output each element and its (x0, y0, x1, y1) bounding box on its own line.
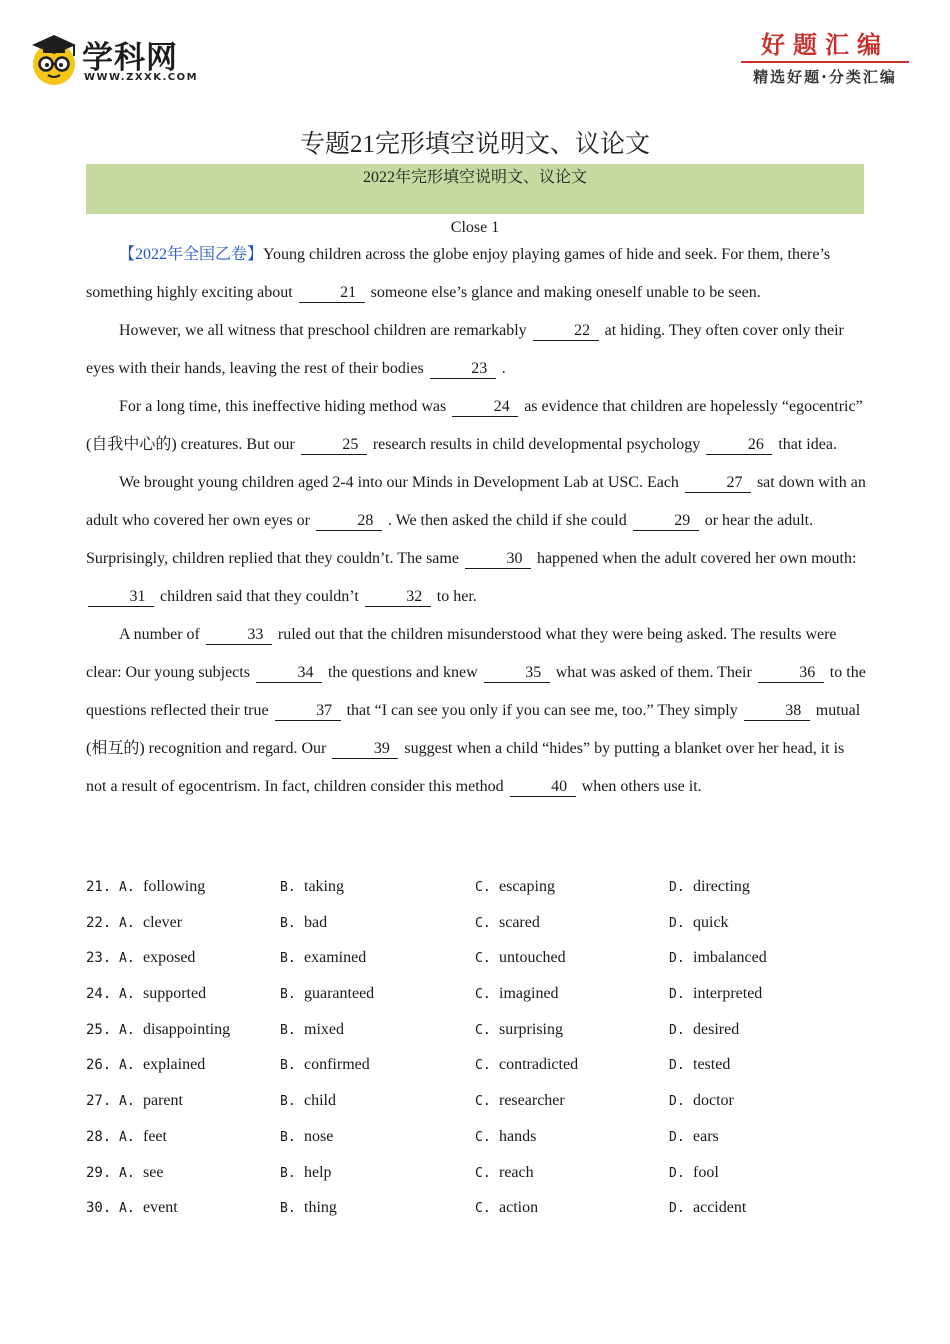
option-a (119, 1021, 230, 1039)
option-d (669, 878, 750, 896)
text-segment: to the questions reflected their true (86, 664, 866, 719)
option-d (669, 1128, 719, 1146)
text-segment: mutual (相互的) recognition and regard. Our (86, 702, 861, 757)
section-banner: 2022年完形填空说明文、议论文 (86, 164, 864, 214)
option-d (669, 1199, 746, 1217)
paragraph-1 (86, 236, 868, 312)
blank-33: 33 (206, 626, 272, 645)
question-row (86, 1124, 876, 1160)
option-letter: D. (669, 1094, 685, 1110)
text-segment: when others use it. (577, 778, 702, 795)
blank-37: 37 (275, 702, 341, 721)
option-text: supported (143, 985, 207, 1003)
question-number: 22. (86, 914, 112, 931)
option-b (280, 1164, 332, 1182)
option-a (119, 1092, 183, 1110)
option-c (475, 1056, 578, 1074)
option-text: imbalanced (693, 949, 767, 967)
option-text: guaranteed (304, 985, 375, 1003)
option-a (119, 914, 182, 932)
option-letter: B. (280, 1129, 296, 1145)
option-c (475, 1021, 563, 1039)
option-text: explained (143, 1056, 206, 1074)
blank-21: 21 (299, 284, 365, 303)
blank-36: 36 (758, 664, 824, 683)
option-c (475, 949, 566, 967)
option-b (280, 985, 374, 1003)
question-row (86, 874, 876, 910)
option-letter: D. (669, 1201, 685, 1217)
option-b (280, 1092, 336, 1110)
option-letter: D. (669, 1022, 685, 1038)
option-a (119, 1056, 205, 1074)
option-b (280, 1056, 370, 1074)
option-letter: A. (119, 1201, 135, 1217)
text-segment: what was asked of them. Their (551, 664, 756, 681)
text-segment: to her. (432, 588, 477, 605)
source-tag: 【2022年全国乙卷】 (119, 246, 264, 263)
option-letter: B. (280, 1022, 296, 1038)
blank-34: 34 (256, 664, 322, 683)
question-number: 29. (86, 1164, 112, 1181)
answer-options (86, 874, 876, 1231)
question-row (86, 945, 876, 981)
blank-25: 25 (301, 436, 367, 455)
option-text: disappointing (143, 1020, 231, 1038)
option-c (475, 878, 555, 896)
text-segment: . We then asked the child if she could (383, 512, 631, 529)
question-number: 28. (86, 1128, 112, 1145)
option-a (119, 985, 206, 1003)
option-text: thing (304, 1199, 337, 1217)
option-d (669, 914, 729, 932)
option-text: fool (693, 1163, 719, 1181)
page-title: 专题21完形填空说明文、议论文 (299, 131, 650, 158)
option-letter: D. (669, 951, 685, 967)
question-row (86, 1160, 876, 1196)
text-segment: A number of (119, 626, 204, 643)
option-text: parent (143, 1092, 183, 1110)
text-segment: For a long time, this ineffective hiding method was (119, 398, 451, 415)
brand-subtitle: 精选好题·分类汇编 (753, 68, 897, 86)
blank-39: 39 (332, 740, 398, 759)
text-segment: that idea. (774, 436, 837, 453)
option-a (119, 878, 205, 896)
blank-29: 29 (633, 512, 699, 531)
text-segment: happened when the adult covered her own mouth: (532, 550, 857, 567)
option-letter: A. (119, 1165, 135, 1181)
option-text: accident (693, 1199, 747, 1217)
option-b (280, 1199, 337, 1217)
option-c (475, 1164, 534, 1182)
blank-22: 22 (533, 322, 599, 341)
brand-badge (735, 30, 915, 92)
option-text: nose (304, 1127, 334, 1145)
option-a (119, 1199, 178, 1217)
option-c (475, 1128, 536, 1146)
text-segment: or hear the adult. Surprisingly, children replied that they couldn’t. The same (86, 512, 814, 567)
option-b (280, 1128, 333, 1146)
option-letter: B. (280, 1094, 296, 1110)
option-text: contradicted (499, 1056, 579, 1074)
option-letter: C. (475, 880, 491, 895)
question-row (86, 1052, 876, 1088)
text-segment: We brought young children aged 2-4 into our Minds in Development Lab at USC. Each (119, 474, 683, 491)
page-header (0, 0, 950, 110)
option-letter: C. (475, 1201, 491, 1217)
option-letter: D. (669, 1165, 685, 1181)
blank-23: 23 (430, 360, 496, 379)
question-row (86, 1088, 876, 1124)
option-letter: A. (119, 1129, 135, 1145)
text-segment: Young children across the globe enjoy playing games of hide and seek. For them, there’s something highly exciting about (86, 246, 831, 301)
blank-27: 27 (685, 474, 751, 493)
option-text: help (304, 1163, 332, 1181)
option-c (475, 985, 559, 1003)
option-c (475, 914, 540, 932)
option-letter: C. (475, 951, 491, 967)
option-text: doctor (693, 1092, 734, 1110)
option-letter: B. (280, 1058, 296, 1074)
option-letter: A. (119, 1022, 135, 1038)
option-letter: A. (119, 987, 135, 1003)
option-text: surprising (499, 1020, 563, 1038)
option-text: see (143, 1163, 164, 1181)
option-d (669, 985, 762, 1003)
blank-40: 40 (510, 778, 576, 797)
blank-26: 26 (706, 436, 772, 455)
option-letter: A. (119, 1058, 135, 1074)
question-number: 21. (86, 879, 112, 895)
option-d (669, 1092, 734, 1110)
option-text: event (143, 1199, 178, 1217)
option-letter: B. (280, 1201, 296, 1217)
option-letter: A. (119, 1094, 135, 1110)
option-a (119, 1164, 163, 1182)
option-text: bad (304, 913, 328, 931)
option-c (475, 1092, 565, 1110)
option-text: hands (499, 1127, 537, 1145)
question-number: 27. (86, 1093, 112, 1110)
option-letter: B. (280, 1165, 296, 1181)
paragraph-2 (86, 312, 868, 388)
option-text: directing (693, 878, 750, 895)
blank-35: 35 (484, 664, 550, 683)
option-letter: D. (669, 1129, 685, 1145)
option-letter: C. (475, 1058, 491, 1074)
question-number: 30. (86, 1200, 112, 1217)
option-d (669, 1056, 730, 1074)
option-b (280, 1021, 344, 1039)
option-letter: A. (119, 951, 135, 967)
option-text: ears (693, 1127, 719, 1145)
option-a (119, 1128, 167, 1146)
option-b (280, 914, 327, 932)
mascot-icon (30, 30, 80, 88)
text-segment: suggest when a child “hides” by putting a blanket over her head, it is not a result of egocentrism. In fact, children consider this method (86, 740, 845, 795)
paragraph-4 (86, 464, 868, 616)
blank-28: 28 (316, 512, 382, 531)
option-letter: C. (475, 1165, 491, 1181)
question-row (86, 1017, 876, 1053)
option-letter: B. (280, 880, 296, 895)
option-text: examined (304, 949, 367, 967)
blank-32: 32 (365, 588, 431, 607)
blank-31: 31 (88, 588, 154, 607)
option-letter: D. (669, 880, 685, 895)
option-c (475, 1199, 538, 1217)
blank-24: 24 (452, 398, 518, 417)
brand-title: 好题汇编 (761, 31, 889, 59)
option-text: escaping (499, 878, 555, 895)
option-text: exposed (143, 949, 196, 967)
text-segment: as evidence that children are hopelessly “egocentric” (自我中心的) creatures. But our (86, 398, 863, 453)
option-letter: B. (280, 951, 296, 967)
option-text: tested (693, 1056, 731, 1074)
option-b (280, 949, 366, 967)
option-letter: C. (475, 987, 491, 1003)
question-number: 25. (86, 1021, 112, 1038)
text-segment: that “I can see you only if you can see me, too.” They simply (342, 702, 742, 719)
option-d (669, 1164, 719, 1182)
text-segment: children said that they couldn’t (156, 588, 363, 605)
question-number: 26. (86, 1057, 112, 1074)
text-segment: research results in child developmental psychology (368, 436, 705, 453)
option-text: untouched (499, 949, 566, 967)
option-text: clever (143, 913, 183, 931)
blank-30: 30 (465, 550, 531, 569)
option-text: mixed (304, 1020, 344, 1038)
option-text: child (304, 1092, 336, 1110)
question-row (86, 981, 876, 1017)
option-letter: D. (669, 1058, 685, 1074)
zxxk-logo (30, 30, 220, 94)
question-number: 23. (86, 950, 112, 967)
option-text: reach (499, 1163, 534, 1181)
text-segment: ruled out that the children misunderstood what they were being asked. The results were clear: Our young subjects (86, 626, 837, 681)
option-text: following (143, 878, 206, 895)
option-b (280, 878, 344, 896)
option-text: scared (499, 913, 540, 931)
blank-38: 38 (744, 702, 810, 721)
logo-text: 学科网 (82, 40, 178, 76)
section-heading: Close 1 (450, 219, 500, 236)
text-segment: However, we all witness that preschool children are remarkably (119, 322, 531, 339)
option-text: taking (304, 878, 344, 895)
option-d (669, 949, 767, 967)
option-text: quick (693, 913, 729, 931)
option-text: researcher (499, 1092, 565, 1110)
question-number: 24. (86, 986, 112, 1003)
option-letter: C. (475, 1094, 491, 1110)
text-segment: . (497, 360, 506, 377)
option-letter: C. (475, 1022, 491, 1038)
option-a (119, 949, 195, 967)
brand-divider (741, 61, 909, 63)
text-segment: someone else’s glance and making oneself unable to be seen. (366, 284, 761, 301)
option-d (669, 1021, 739, 1039)
paragraph-5 (86, 616, 868, 806)
text-segment: at hiding. They often cover only their eyes with their hands, leaving the rest of their bodies (86, 322, 844, 377)
option-letter: D. (669, 987, 685, 1003)
cloze-passage (86, 236, 868, 806)
option-letter: B. (280, 915, 296, 931)
option-letter: D. (669, 915, 685, 931)
option-text: desired (693, 1020, 740, 1038)
option-text: imagined (499, 985, 559, 1003)
option-letter: A. (119, 915, 135, 931)
logo-url: WWW.ZXXK.COM (84, 72, 199, 83)
option-letter: B. (280, 987, 296, 1003)
option-letter: A. (119, 880, 135, 895)
option-letter: C. (475, 1129, 491, 1145)
text-segment: sat down with an adult who covered her own eyes or (86, 474, 866, 529)
option-text: interpreted (693, 985, 763, 1003)
text-segment: the questions and knew (323, 664, 482, 681)
question-row (86, 910, 876, 946)
paragraph-3 (86, 388, 868, 464)
option-letter: C. (475, 915, 491, 931)
option-text: confirmed (304, 1056, 370, 1074)
option-text: action (499, 1199, 539, 1217)
option-text: feet (143, 1127, 167, 1145)
question-row (86, 1195, 876, 1231)
